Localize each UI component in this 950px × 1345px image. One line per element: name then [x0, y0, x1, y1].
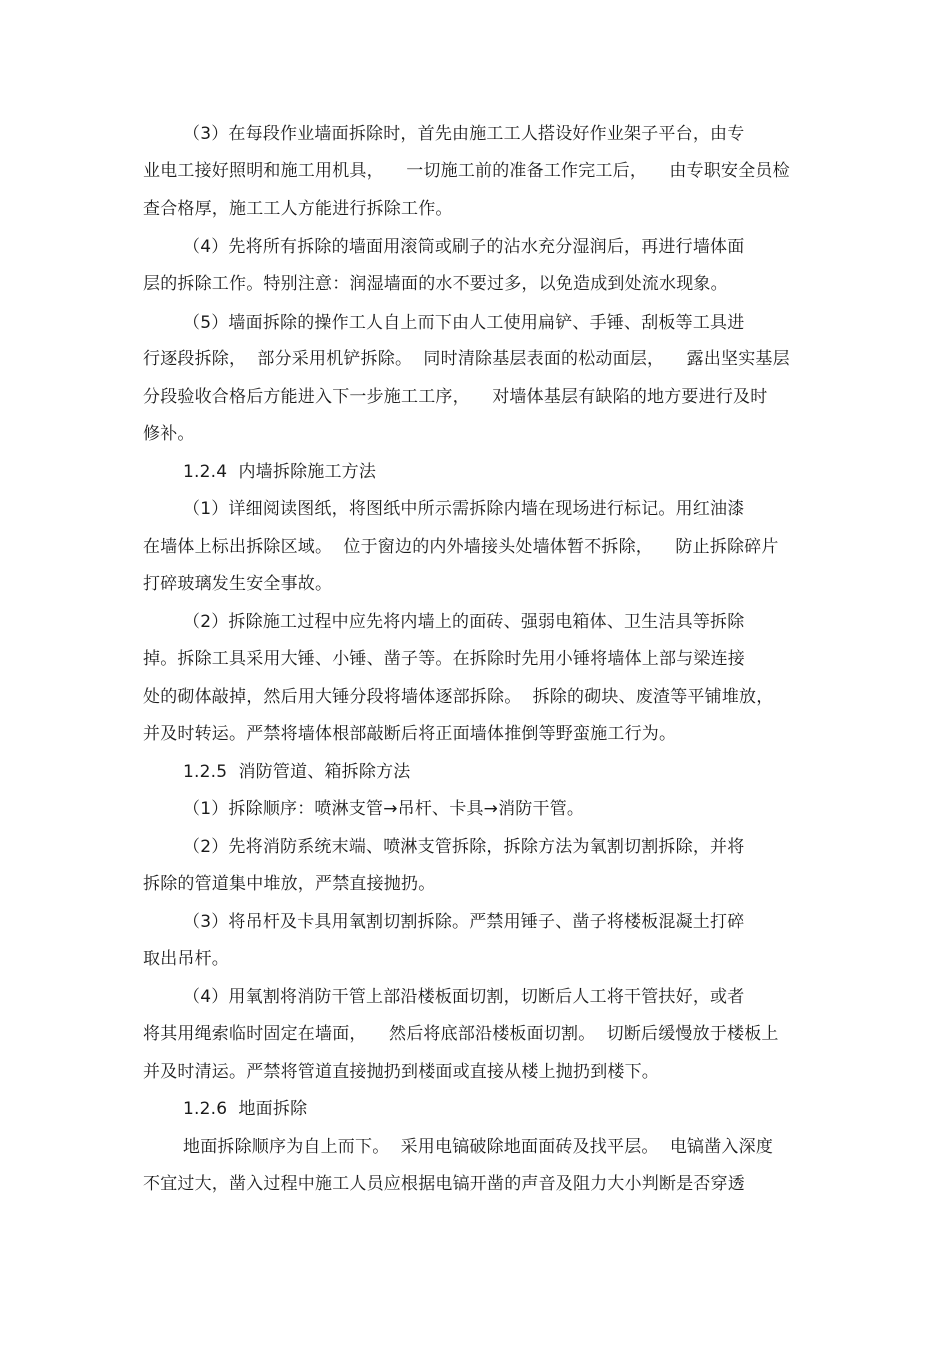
- paragraph-line: 地面拆除顺序为自上而下。 采用电镐破除地面面砖及找平层。 电镐凿入深度: [183, 1137, 774, 1157]
- paragraph-line: 分段验收合格后方能进入下一步施工工序， 对墙体基层有缺陷的地方要进行及时: [143, 387, 768, 407]
- section-heading-1-2-6: 1.2.6 地面拆除: [183, 1099, 308, 1119]
- paragraph-line: 在墙体上标出拆除区域。 位于窗边的内外墙接头处墙体暂不拆除， 防止拆除碎片: [143, 537, 779, 557]
- paragraph-line: 并及时转运。严禁将墙体根部敲断后将正面墙体推倒等野蛮施工行为。: [143, 724, 677, 744]
- section-heading-1-2-4: 1.2.4 内墙拆除施工方法: [183, 462, 377, 482]
- paragraph-line: 取出吊杆。: [143, 949, 229, 969]
- paragraph-line: （1）详细阅读图纸，将图纸中所示需拆除内墙在现场进行标记。用红油漆: [183, 499, 745, 519]
- paragraph-line: 层的拆除工作。特别注意：润湿墙面的水不要过多，以免造成到处流水现象。: [143, 274, 728, 294]
- paragraph-line: （4）先将所有拆除的墙面用滚筒或刷子的沾水充分湿润后，再进行墙体面: [183, 237, 745, 257]
- paragraph-line: 不宜过大，凿入过程中施工人员应根据电镐开凿的声音及阻力大小判断是否穿透: [143, 1174, 745, 1194]
- paragraph-line: （1）拆除顺序：喷淋支管→吊杆、卡具→消防干管。: [183, 799, 585, 819]
- paragraph-line: 打碎玻璃发生安全事故。: [143, 574, 333, 594]
- paragraph-line: 拆除的管道集中堆放，严禁直接抛扔。: [143, 874, 436, 894]
- paragraph-line: 查合格厚，施工工人方能进行拆除工作。: [143, 199, 453, 219]
- paragraph-line: 将其用绳索临时固定在墙面， 然后将底部沿楼板面切割。 切断后缓慢放于楼板上: [143, 1024, 779, 1044]
- paragraph-line: （2）拆除施工过程中应先将内墙上的面砖、强弱电箱体、卫生洁具等拆除: [183, 612, 745, 632]
- section-heading-1-2-5: 1.2.5 消防管道、箱拆除方法: [183, 762, 411, 782]
- paragraph-line: （5）墙面拆除的操作工人自上而下由人工使用扁铲、手锤、刮板等工具进: [183, 313, 745, 333]
- paragraph-line: （4）用氧割将消防干管上部沿楼板面切割，切断后人工将干管扶好，或者: [183, 987, 745, 1007]
- paragraph-line: 掉。拆除工具采用大锤、小锤、凿子等。在拆除时先用小锤将墙体上部与梁连接: [143, 649, 745, 669]
- paragraph-line: （3）将吊杆及卡具用氧割切割拆除。严禁用锤子、凿子将楼板混凝土打碎: [183, 912, 745, 932]
- paragraph-line: 修补。: [143, 424, 195, 444]
- paragraph-line: 并及时清运。严禁将管道直接抛扔到楼面或直接从楼上抛扔到楼下。: [143, 1062, 659, 1082]
- paragraph-line: （3）在每段作业墙面拆除时，首先由施工工人搭设好作业架子平台，由专: [183, 124, 745, 144]
- paragraph-line: 处的砌体敲掉，然后用大锤分段将墙体逐部拆除。 拆除的砌块、废渣等平铺堆放，: [143, 687, 774, 707]
- paragraph-line: （2）先将消防系统末端、喷淋支管拆除，拆除方法为氧割切割拆除，并将: [183, 837, 745, 857]
- paragraph-line: 行逐段拆除， 部分采用机铲拆除。 同时清除基层表面的松动面层， 露出坚实基层: [143, 349, 790, 369]
- paragraph-line: 业电工接好照明和施工用机具， 一切施工前的准备工作完工后， 由专职安全员检: [143, 161, 790, 181]
